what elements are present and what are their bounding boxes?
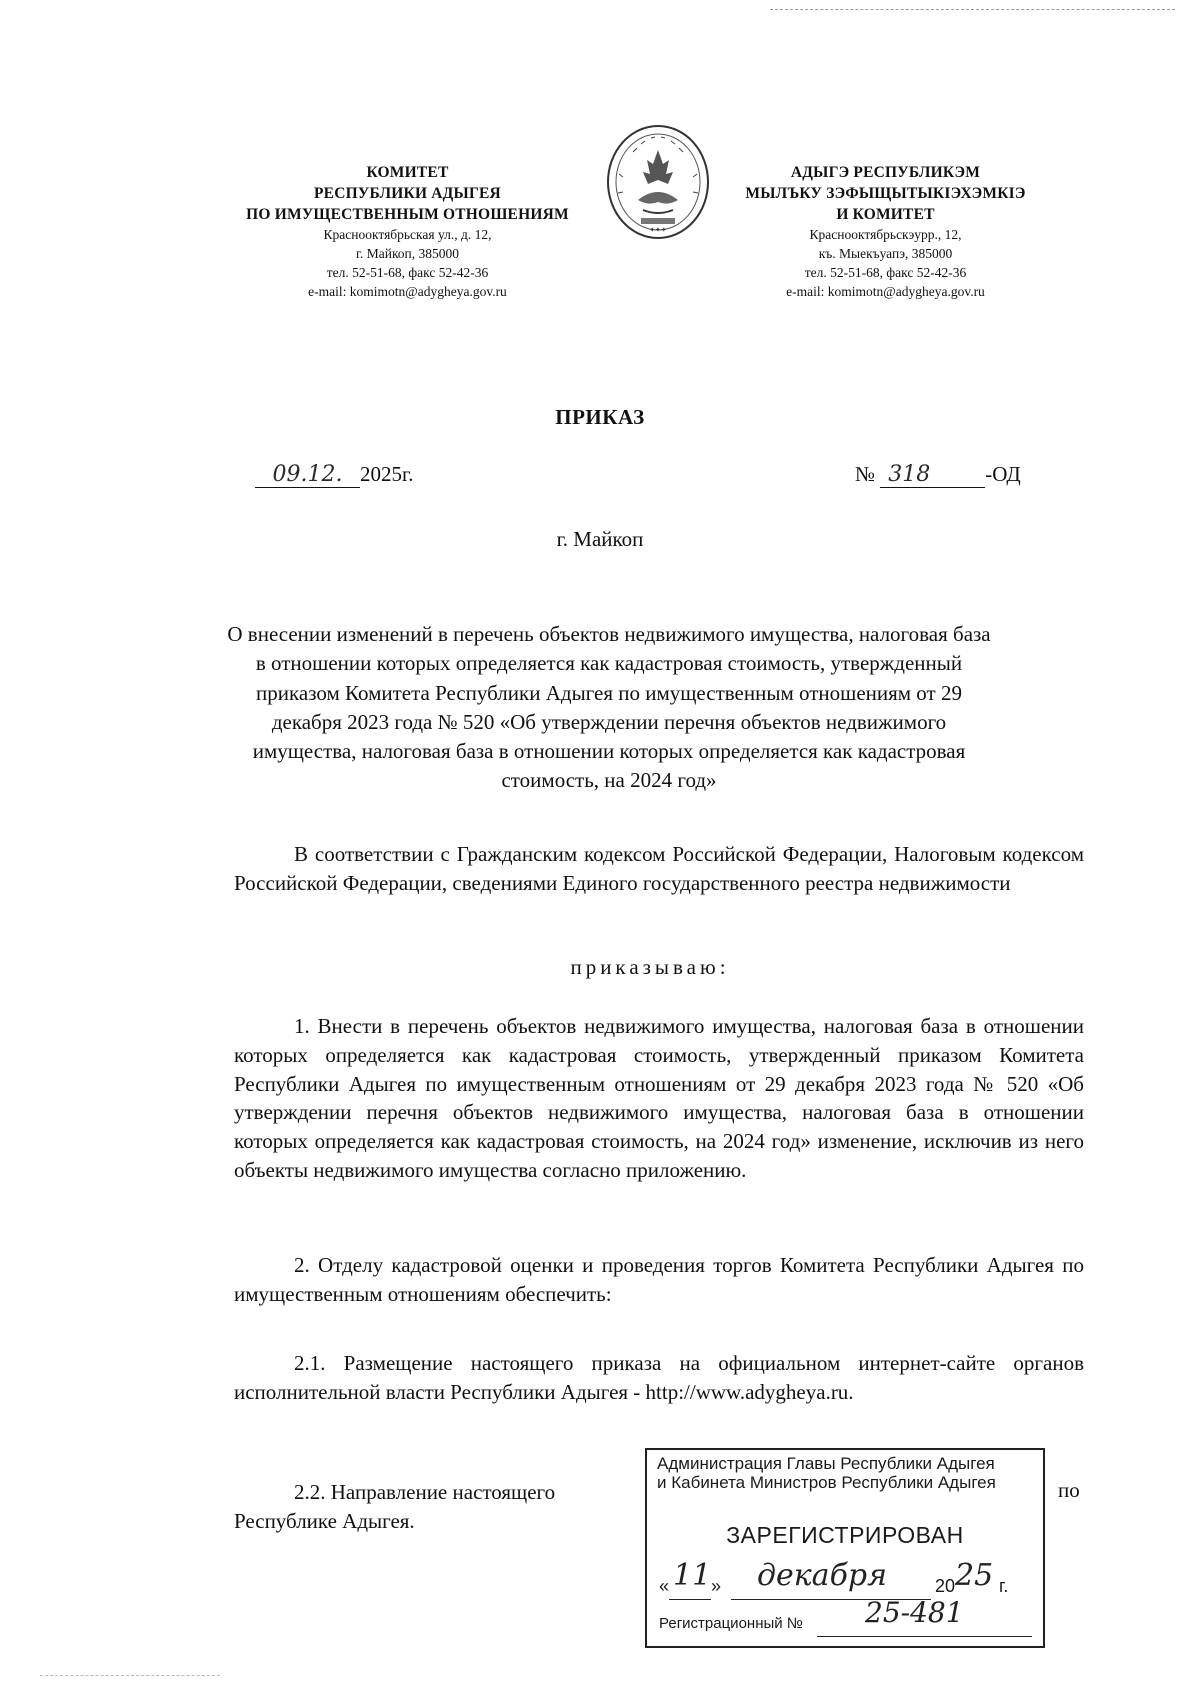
header-left-line3: ПО ИМУЩЕСТВЕННЫМ ОТНОШЕНИЯМ [246,206,569,223]
header-left [225,162,590,301]
svg-text:✦✦✦: ✦✦✦ [649,226,667,234]
item-2-2 [234,1478,639,1536]
date-handwritten: 09.12. [255,462,360,488]
header-right-line2: МЫЛЪКУ ЗЭФЫЩЫТЫКIЭХЭМКIЭ [745,185,1026,202]
date-suffix: 2025г. [360,462,414,486]
document-number [855,462,1021,488]
header-left-phone: тел. 52-51-68, факс 52-42-36 [326,265,489,280]
stamp-year-letter: г. [999,1576,1009,1596]
number-handwritten: 318 [880,462,985,488]
stamp-month: декабря [757,1558,887,1593]
stamp-day-line [669,1599,711,1600]
header-right-line1: АДЫГЭ РЕСПУБЛИКЭМ [790,164,981,181]
document-subject: О внесении изменений в перечень объектов недвижимого имущества, налоговая база в отношении которых определяется как кадастровая стоимость, утвержденный приказом Комитета Республики Адыгея по имущественным отношениям от 29 декабря 2023 года № 520 «Об утверждении перечня объектов недвижимого имущества, налоговая база в отношении которых определяется как кадастровая стоимость, на 2024 год» [227,622,991,793]
item-2-1: 2.1. Размещение настоящего приказа на официальном интернет-сайте органов исполнительной власти Республики Адыгея - http://www.adygheya.ru. [234,1351,1084,1404]
stamp-org-line1: Администрация Главы Республики Адыгея [657,1454,995,1473]
item-2-2-start: 2.2. Направление настоящего [294,1480,556,1504]
header-left-city: г. Майкоп, 385000 [355,246,460,261]
stamp-status: ЗАРЕГИСТРИРОВАН [726,1522,964,1548]
stamp-reg-line [817,1636,1032,1637]
preamble: В соответствии с Гражданским кодексом Российской Федерации, Налоговым кодексом Российской Федерации, сведениями Единого государственного реестра недвижимости [234,842,1084,895]
stamp-date [659,1558,1039,1602]
stamp-close-quote: » [711,1576,722,1596]
header-right-phone: тел. 52-51-68, факс 52-42-36 [804,265,967,280]
stamp-reg-label: Регистрационный № [659,1615,803,1632]
stamp-year-suffix: 25 [955,1558,994,1593]
bottom-scan-line [40,1675,220,1676]
document-city: г. Майкоп [556,527,644,551]
document-title: ПРИКАЗ [555,405,645,429]
top-scan-line [770,9,1175,10]
header-right-email: e-mail: komimotn@adygheya.gov.ru [786,284,985,299]
item-2: 2. Отделу кадастровой оценки и проведения торгов Комитета Республики Адыгея по имущественным отношениям обеспечить: [234,1253,1084,1306]
header-left-line2: РЕСПУБЛИКИ АДЫГЕЯ [314,185,501,202]
stamp-org-line2: и Кабинета Министров Республики Адыгея [657,1473,996,1492]
header-right-city: къ. Мыекъуапэ, 385000 [818,246,953,261]
header-left-email: e-mail: komimotn@adygheya.gov.ru [308,284,507,299]
document-date [255,462,414,488]
stamp-reg-number: 25-481 [865,1596,964,1629]
stamp-day: 11 [673,1558,712,1593]
number-suffix: -ОД [985,462,1021,486]
header-right-address: Краснооктябрьскэурр., 12, [809,227,962,242]
header-left-line1: КОМИТЕТ [366,164,449,181]
item-2-2-end: Республике Адыгея. [234,1508,415,1533]
stamp-open-quote: « [659,1576,670,1596]
header-left-address: Краснооктябрьская ул., д. 12, [323,227,492,242]
item-1: 1. Внести в перечень объектов недвижимого имущества, налоговая база в отношении которых определяется как кадастровая стоимость, утвержденный приказом Комитета Республики Адыгея по имущественным отношениям от 29 декабря 2023 года № 520 «Об утверждении перечня объектов недвижимого имущества, налоговая база в отношении которых определяется как кадастровая стоимость, на 2024 год» изменение, исключив из него объекты недвижимого имущества согласно приложению. [234,1014,1084,1182]
stamp-year-prefix: 20 [935,1576,956,1596]
header-right-line3: И КОМИТЕТ [836,206,935,223]
stamp-organization [657,1454,1037,1492]
number-prefix: № [855,462,876,486]
registration-stamp [645,1448,1045,1648]
header-right [713,162,1058,301]
decree-word: приказываю: [570,955,730,979]
item-2-2-tail: по [1058,1478,1080,1502]
adygea-coat-of-arms-icon [603,122,713,244]
